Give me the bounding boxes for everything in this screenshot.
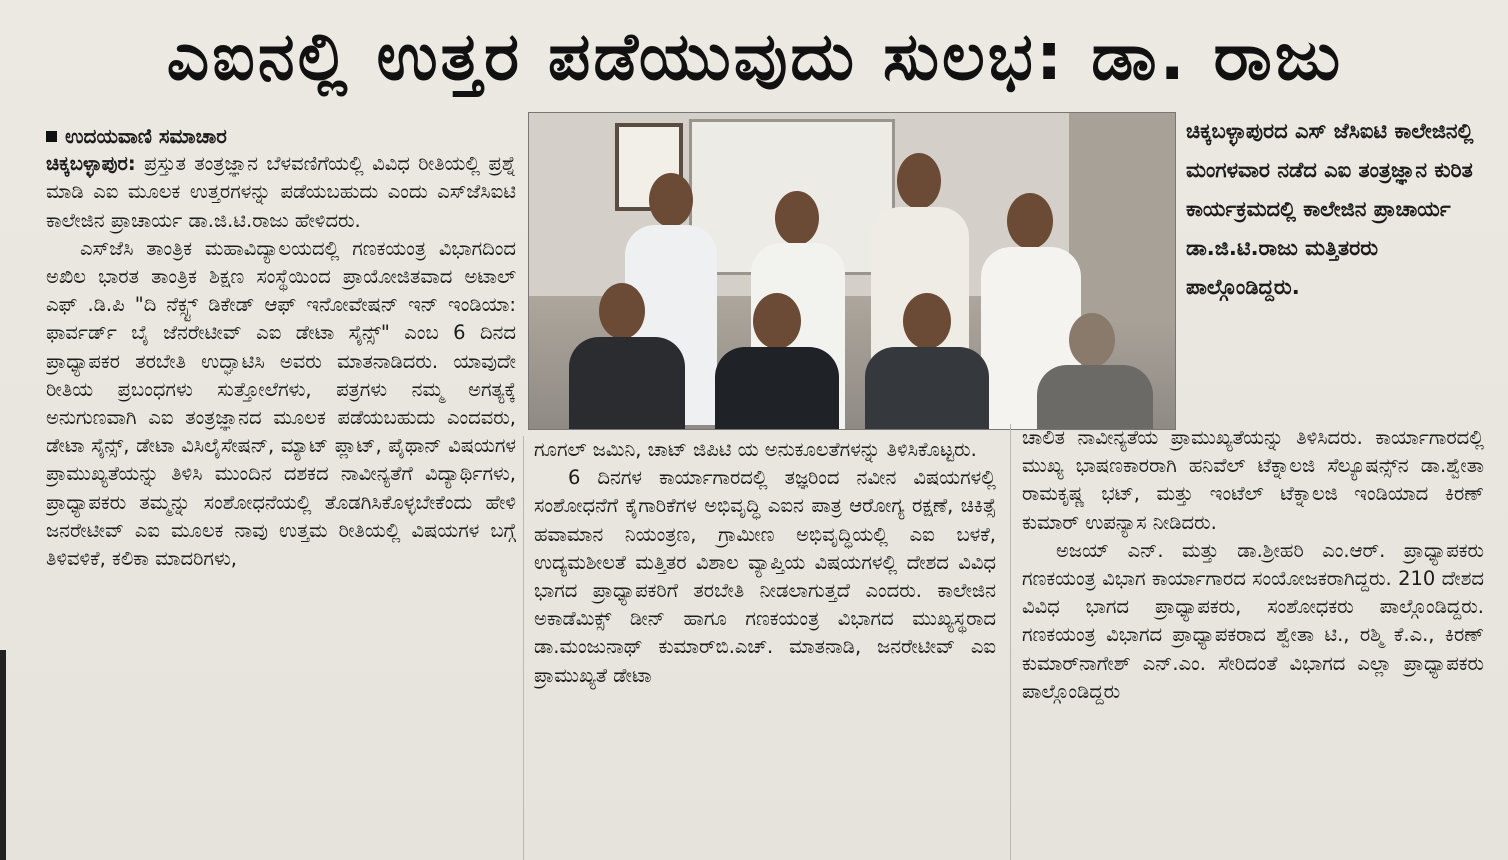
byline: [46, 122, 516, 150]
paragraph: 6 ದಿನಗಳ ಕಾರ್ಯಾಗಾರದಲ್ಲಿ ತಜ್ಞರಿಂದ ನವೀನ ವಿಷಯಗಳಲ್ಲಿ ಸಂಶೋಧನೆಗೆ ಕೈಗಾರಿಕೆಗಳ ಅಭಿವೃದ್ಧಿ ಎಐನ ಪಾತ್ರ ಆರೋಗ್ಯ ರಕ್ಷಣೆ, ಚಿಕಿತ್ಸೆ ಹವಾಮಾನ ನಿಯಂತ್ರಣ, ಗ್ರಾಮೀಣ ಅಭಿವೃದ್ಧಿಯಲ್ಲಿ ಎಐ ಬಳಕೆ, ಉದ್ಯಮಶೀಲತೆ ಮತ್ತಿತರ ವಿಶಾಲ ವ್ಯಾಪ್ತಿಯ ವಿಷಯಗಳಲ್ಲಿ ದೇಶದ ವಿವಿಧ ಭಾಗದ ಪ್ರಾಧ್ಯಾಪಕರಿಗೆ ತರಬೇತಿ ನೀಡಲಾಗುತ್ತದೆ ಎಂದರು. ಕಾಲೇಜಿನ ಅಕಾಡೆಮಿಕ್ಸ್ ಡೀನ್ ಹಾಗೂ ಗಣಕಯಂತ್ರ ವಿಭಾಗದ ಮುಖ್ಯಸ್ಥರಾದ ಡಾ.ಮಂಜುನಾಥ್ ಕುಮಾರ್‌ಬಿ.ಎಚ್. ಮಾತನಾಡಿ, ಜನರೇಟೀವ್ ಎಐ ಪ್ರಾಮುಖ್ಯತೆ ಡೇಟಾ: [534, 466, 996, 687]
photo-cabinet: [1069, 113, 1175, 323]
article-column-1: [46, 122, 516, 860]
column-rule: [523, 436, 524, 860]
group-photo: [528, 112, 1176, 430]
page-edge-line: [0, 650, 6, 860]
paragraph: ಚಾಲಿತ ನಾವೀನ್ಯತೆಯ ಪ್ರಾಮುಖ್ಯತೆಯನ್ನು ತಿಳಿಸಿದರು. ಕಾರ್ಯಾಗಾರದಲ್ಲಿ ಮುಖ್ಯ ಭಾಷಣಕಾರರಾಗಿ ಹನಿವೆಲ್ ಟೆಕ್ನಾಲಜಿ ಸೆಲ್ಯೂಷನ್ಸ್‌ನ ಡಾ.ಶ್ವೇತಾ ರಾಮಕೃಷ್ಣ ಭಟ್, ಮತ್ತು ಇಂಟೆಲ್ ಟೆಕ್ನಾಲಜಿ ಇಂಡಿಯಾದ ಕಿರಣ್ ಕುಮಾರ್ ಉಪನ್ಯಾಸ ನೀಡಿದರು.: [1022, 426, 1484, 534]
dateline: ಚಿಕ್ಕಬಳ್ಳಾಪುರ:: [46, 152, 136, 176]
byline-text: ಉದಯವಾಣಿ ಸಮಾಚಾರ: [65, 124, 227, 148]
article-column-3: [1022, 424, 1484, 860]
paragraph: [46, 150, 516, 235]
paragraph: ಎಸ್‌ಜೆಸಿ ತಾಂತ್ರಿಕ ಮಹಾವಿದ್ಯಾಲಯದಲ್ಲಿ ಗಣಕಯಂತ್ರ ವಿಭಾಗದಿಂದ ಅಖಿಲ ಭಾರತ ತಾಂತ್ರಿಕ ಶಿಕ್ಷಣ ಸಂಸ್ಥೆಯಿಂದ ಪ್ರಾಯೋಜಿತವಾದ ಅಟಾಲ್ ಎಫ್ .ಡಿ.ಪಿ "ದಿ ನೆಕ್ಸ್ಟ್ ಡಿಕೇಡ್ ಆಫ್ ಇನೋವೇಷನ್ ಇನ್ ಇಂಡಿಯಾ: ಫಾರ್ವರ್ಡ್ ಬೈ ಜೆನರೇಟೀವ್ ಎಐ ಡೇಟಾ ಸೈನ್ಸ್" ಎಂಬ 6 ದಿನದ ಪ್ರಾಧ್ಯಾಪಕರ ತರಬೇತಿ ಉದ್ಘಾಟಿಸಿ ಅವರು ಮಾತನಾಡಿದರು. ಯಾವುದೇ ರೀತಿಯ ಪ್ರಬಂಧಗಳು ಸುತ್ತೋಲೆಗಳು, ಪತ್ರಗಳು ನಮ್ಮ ಅಗತ್ಯಕ್ಕೆ ಅನುಗುಣವಾಗಿ ಎಐ ತಂತ್ರಜ್ಞಾನದ ಮೂಲಕ ಪಡೆಯಬಹುದು ಎಂದವರು, ಡೇಟಾ ಸೈನ್ಸ್, ಡೇಟಾ ವಿಸಿಲೈಸೇಷನ್, ಮ್ಯಾಟ್ ಪ್ಲಾಟ್, ಪೈಥಾನ್ ವಿಷಯಗಳ ಪ್ರಾಮುಖ್ಯತೆಯನ್ನು ತಿಳಿಸಿ ಮುಂದಿನ ದಶಕದ ನಾವೀನ್ಯತೆಗೆ ವಿದ್ಯಾರ್ಥಿಗಳು, ಪ್ರಾಧ್ಯಾಪಕರು ತಮ್ಮನ್ನು ಸಂಶೋಧನೆಯಲ್ಲಿ ತೊಡಗಿಸಿಕೊಳ್ಳಬೇಕೆಂದು ಹೇಳಿ ಜನರೇಟೀವ್ ಎಐ ಮೂಲಕ ನಾವು ಉತ್ತಮ ರೀತಿಯಲ್ಲಿ ವಿಷಯಗಳ ಬಗ್ಗೆ ತಿಳಿವಳಿಕೆ, ಕಲಿಕಾ ಮಾದರಿಗಳು,: [46, 236, 516, 571]
column-rule: [1010, 424, 1011, 860]
article-column-2: [534, 436, 996, 860]
paragraph: ಅಜಯ್ ಎನ್. ಮತ್ತು ಡಾ.ಶ್ರೀಹರಿ ಎಂ.ಆರ್. ಪ್ರಾಧ್ಯಾಪಕರು ಗಣಕಯಂತ್ರ ವಿಭಾಗ ಕಾರ್ಯಾಗಾರದ ಸಂಯೋಜಕರಾಗಿದ್ದರು. 210 ದೇಶದ ವಿವಿಧ ಭಾಗದ ಪ್ರಾಧ್ಯಾಪಕರು, ಸಂಶೋಧಕರು ಪಾಲ್ಗೊಂಡಿದ್ದರು. ಗಣಕಯಂತ್ರ ವಿಭಾಗದ ಪ್ರಾಧ್ಯಾಪಕರಾದ ಶ್ವೇತಾ ಟಿ., ರಶ್ಮಿ ಕೆ.ಎ., ಕಿರಣ್ ಕುಮಾರ್‌ನಾಗೇಶ್ ಎನ್.ಎಂ. ಸೇರಿದಂತೆ ವಿಭಾಗದ ಎಲ್ಲಾ ಪ್ರಾಧ್ಯಾಪಕರು ಪಾಲ್ಗೊಂಡಿದ್ದರು: [1022, 538, 1484, 703]
headline: ಎಐನಲ್ಲಿ ಉತ್ತರ ಪಡೆಯುವುದು ಸುಲಭ: ಡಾ. ರಾಜು: [166, 18, 1344, 95]
paragraph-text: ಪ್ರಸ್ತುತ ತಂತ್ರಜ್ಞಾನ ಬೆಳವಣಿಗೆಯಲ್ಲಿ ವಿವಿಧ ರೀತಿಯಲ್ಲಿ ಪ್ರಶ್ನೆ ಮಾಡಿ ಎಐ ಮೂಲಕ ಉತ್ತರಗಳನ್ನು ಪಡೆಯಬಹುದು ಎಂದು ಎಸ್‌ಜೆಸಿಐಟಿ ಕಾಲೇಜಿನ ಪ್ರಾಚಾರ್ಯ ಡಾ.ಜಿ.ಟಿ.ರಾಜು ಹೇಳಿದರು.: [46, 152, 516, 232]
paragraph: ಗೂಗಲ್ ಜಮಿನಿ, ಚಾಟ್ ಜಿಪಿಟಿ ಯ ಅನುಕೂಲತೆಗಳನ್ನು ತಿಳಿಸಿಕೊಟ್ಟರು.: [534, 438, 977, 461]
photo-caption: ಚಿಕ್ಕಬಳ್ಳಾಪುರದ ಎಸ್ ಜೆಸಿಐಟಿ ಕಾಲೇಜಿನಲ್ಲಿ ಮಂಗಳವಾರ ನಡೆದ ಎಐ ತಂತ್ರಜ್ಞಾನ ಕುರಿತ ಕಾರ್ಯಕ್ರಮದಲ್ಲಿ ಕಾಲೇಜಿನ ಪ್ರಾಚಾರ್ಯ ಡಾ.ಜಿ.ಟಿ.ರಾಜು ಮತ್ತಿತರರು ಪಾಲ್ಗೊಂಡಿದ್ದರು.: [1186, 119, 1474, 299]
square-bullet-icon: [46, 131, 57, 142]
